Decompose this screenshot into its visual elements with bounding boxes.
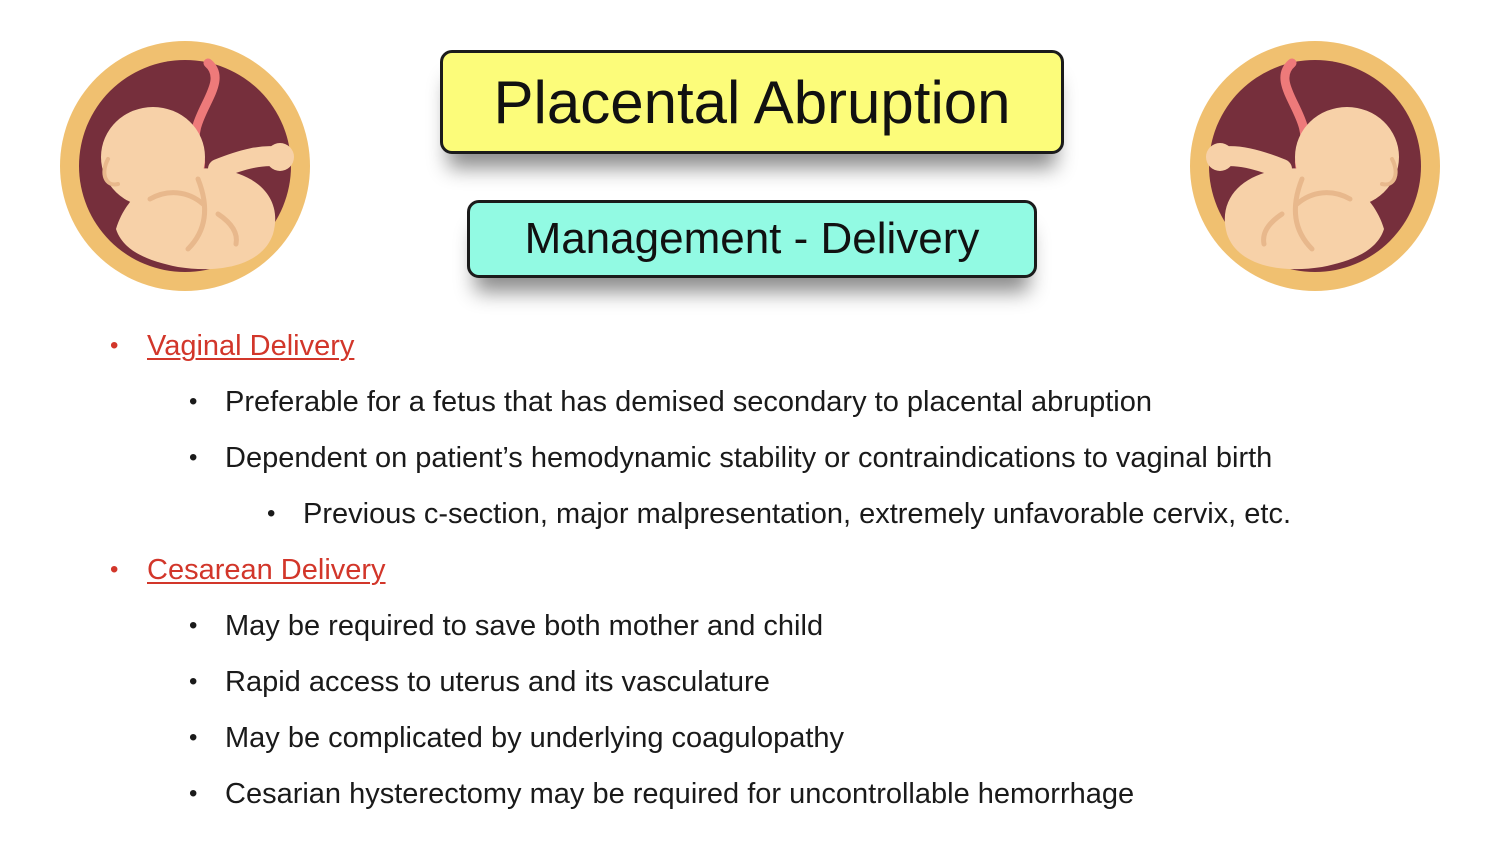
list-item-text: Rapid access to uterus and its vasculature [225,666,770,698]
section-heading-cesarean [110,552,386,588]
section-heading-vaginal [110,328,355,364]
section-heading-label: Vaginal Delivery [147,330,355,362]
sub-list-item-text: Previous c-section, major malpresentation, extremely unfavorable cervix, etc. [303,498,1292,530]
bullet-icon: • [189,780,198,807]
fetus-icon [58,39,312,293]
list-item [189,776,1135,812]
bullet-icon: • [189,388,198,415]
list-item [189,720,845,756]
list-item-text: Cesarian hysterectomy may be required for uncontrollable hemorrhage [225,778,1135,810]
bullet-icon: • [189,724,198,751]
bullet-icon: • [189,444,198,471]
page-subtitle: Management - Delivery [467,200,1037,278]
list-item [189,440,1273,476]
page-title: Placental Abruption [440,50,1064,154]
fetus-icon [1188,39,1442,293]
bullet-icon: • [189,612,198,639]
list-item [189,608,824,644]
bullet-icon: • [110,332,119,359]
bullet-icon: • [267,500,276,527]
sub-list-item [267,496,1292,532]
bullet-icon: • [110,556,119,583]
section-heading-label: Cesarean Delivery [147,554,386,586]
list-item [189,384,1152,420]
list-item-text: Dependent on patient’s hemodynamic stability or contraindications to vaginal birth [225,442,1273,474]
list-item [189,664,770,700]
bullet-icon: • [189,668,198,695]
list-item-text: May be complicated by underlying coagulopathy [225,722,845,754]
list-item-text: Preferable for a fetus that has demised secondary to placental abruption [225,386,1152,418]
list-item-text: May be required to save both mother and child [225,610,824,642]
